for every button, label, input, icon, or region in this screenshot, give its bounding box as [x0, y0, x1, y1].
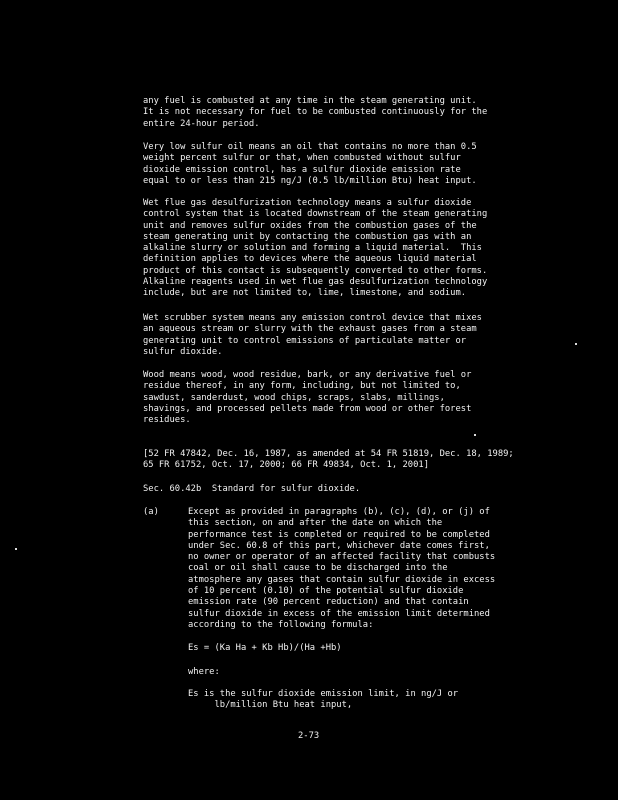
scan-speck [575, 343, 577, 345]
paragraph-wood: Wood means wood, wood residue, bark, or any derivative fuel or residue thereof, in any form, including, but not limited to, sawdust, sanderdust, wood chips, scraps, slabs, millings, shavings, and processed pellets made from wood or other forest residues. [143, 370, 472, 426]
paragraph-wet-scrubber-system: Wet scrubber system means any emission control device that mixes an aqueous stream or slurry with the exhaust gases from a steam generating unit to control emissions of particulate matter or sulfur dioxide. [143, 313, 482, 357]
item-a-text: Except as provided in paragraphs (b), (c), (d), or (j) of this section, on and after the date on which the performance test is completed or required to be completed under Sec. 60.8 of this part, whichever date comes first, no owner or operator of an affected facility that combusts coal or oil shall cause to be discharged into the atmosphere any gases that contain sulfur dioxide in excess of 10 percent (0.10) of the potential sulfur dioxide emission rate (90 percent reduction) and that contain sulfur dioxide in excess of the emission limit determined according to the following formula: [188, 507, 496, 630]
item-a-label: (a) [143, 507, 159, 517]
paragraph-very-low-sulfur-oil: Very low sulfur oil means an oil that contains no more than 0.5 weight percent sulfur or that, when combusted without sulfur dioxide emission control, has a sulfur dioxide emission rate equal to or less than 215 ng/J (0.5 lb/million Btu) heat input. [143, 142, 477, 186]
where-label: where: [188, 667, 220, 677]
section-heading: Sec. 60.42b Standard for sulfur dioxide. [143, 484, 361, 494]
definition-es: Es is the sulfur dioxide emission limit, in ng/J or lb/million Btu heat input, [188, 689, 459, 711]
citation: [52 FR 47842, Dec. 16, 1987, as amended at 54 FR 51819, Dec. 18, 1989; 65 FR 61752, Oct. 17, 2000; 66 FR 49834, Oct. 1, 2001] [143, 449, 514, 471]
paragraph-wet-fgd-technology: Wet flue gas desulfurization technology means a sulfur dioxide control system that is located downstream of the steam generating unit and removes sulfur oxides from the combustion gases of the steam generating unit by contacting the combustion gas with an alkaline slurry or solution and forming a liquid material. This definition applies to devices where the aqueous liquid material product of this contact is subsequently converted to other forms. Alkaline reagents used in wet flue gas desulfurization technology include, but are not limited to, lime, limestone, and sodium. [143, 198, 488, 299]
paragraph-fuel-combustion: any fuel is combusted at any time in the steam generating unit. It is not necessary for fuel to be combusted continuously for the entire 24-hour period. [143, 96, 488, 129]
page-number: 2-73 [298, 731, 320, 741]
scan-speck [15, 548, 17, 550]
emission-formula: Es = (Ka Ha + Kb Hb)/(Ha +Hb) [188, 643, 342, 653]
scan-speck [474, 434, 476, 436]
